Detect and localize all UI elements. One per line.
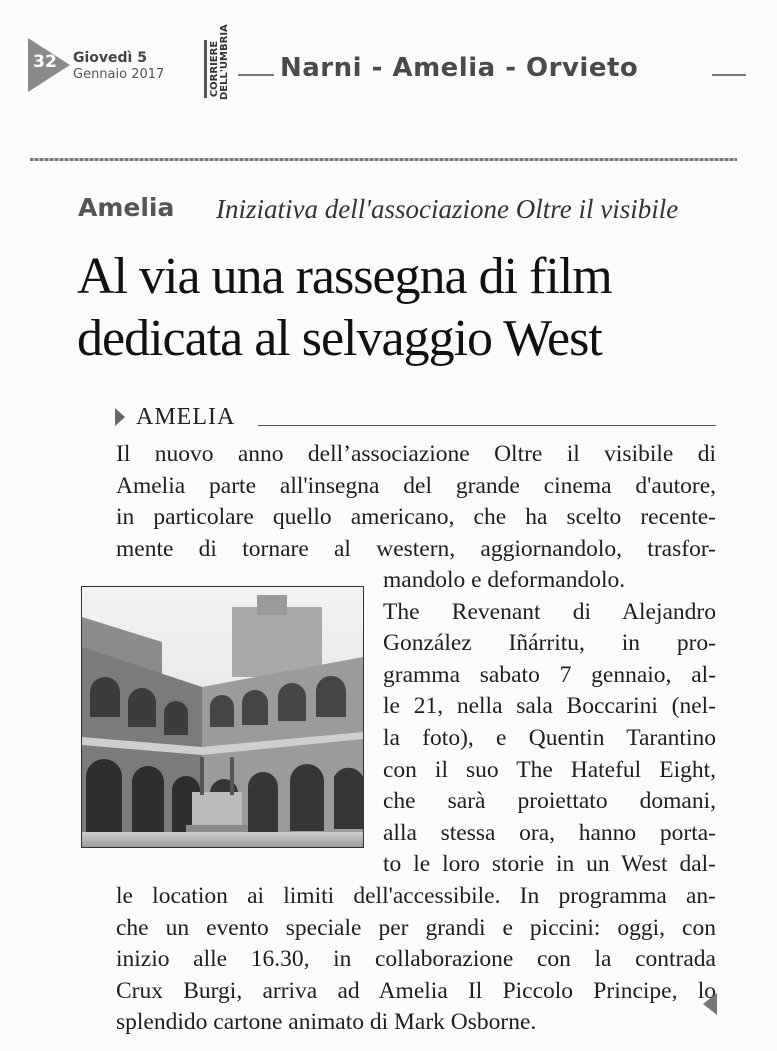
page-number: 32 <box>33 52 57 72</box>
dateline-rule <box>258 425 716 426</box>
body-line: Crux Burgi, arriva ad Amelia Il Piccolo Principe, lo <box>116 977 716 1004</box>
body-line: to le loro storie in un West dal- <box>383 851 716 878</box>
body-line: alla stessa ora, hanno porta- <box>383 819 716 846</box>
issue-date-month-year: Gennaio 2017 <box>73 67 165 82</box>
article-body-top <box>116 439 716 565</box>
article-kicker: Amelia <box>78 193 175 222</box>
body-line: che un evento speciale per grandi e piccini: oggi, con <box>116 914 716 941</box>
article-body-column <box>383 565 716 881</box>
article-subhead: Iniziativa dell'associazione Oltre il visibile <box>216 194 679 224</box>
body-line: González Iñárritu, in pro- <box>383 630 716 657</box>
body-line: splendido cartone animato di Mark Osborne. <box>116 1009 537 1036</box>
body-line: inizio alle 16.30, in collaborazione con la contrada <box>116 946 716 973</box>
body-line: mandolo e deformandolo. <box>383 567 626 593</box>
logo-divider <box>204 40 207 98</box>
logo-line-2: DELL'UMBRIA <box>219 24 230 100</box>
article-headline <box>77 246 767 370</box>
newspaper-logo <box>209 24 230 100</box>
body-line: gramma sabato 7 gennaio, al- <box>383 661 716 688</box>
logo-line-1: CORRIERE <box>209 40 220 98</box>
body-line: in particolare quello americano, che ha scelto recente- <box>116 504 716 531</box>
section-rule-right <box>712 74 746 76</box>
headline-line: dedicata al selvaggio West <box>77 310 602 367</box>
body-line: con il suo The Hateful Eight, <box>383 756 716 783</box>
headline-line: Al via una rassegna di film <box>77 248 612 305</box>
body-line: Amelia parte all'insegna del grande cinema d'autore, <box>116 472 716 499</box>
body-line: che sarà proiettato domani, <box>383 788 716 815</box>
end-of-article-arrow-icon <box>703 993 717 1015</box>
dateline-arrow-icon <box>115 408 125 426</box>
header-rule <box>30 158 737 161</box>
section-title: Narni - Amelia - Orvieto <box>280 53 639 83</box>
body-line: The Revenant di Alejandro <box>383 598 716 625</box>
article-body-bottom <box>116 881 716 1039</box>
body-line: mente di tornare al western, aggiornandolo, trasfor- <box>116 535 716 562</box>
body-line: le location ai limiti dell'accessibile. In programma an- <box>116 883 716 909</box>
article-dateline: AMELIA <box>136 404 236 430</box>
body-line: Il nuovo anno dell’associazione Oltre il visibile di <box>116 441 716 467</box>
cloister-photo-illustration <box>82 587 363 847</box>
body-line: la foto), e Quentin Tarantino <box>383 724 716 751</box>
issue-date-day: Giovedì 5 <box>73 50 147 66</box>
article-photo <box>81 586 364 848</box>
body-line: le 21, nella sala Boccarini (nel- <box>383 693 716 720</box>
section-rule-left <box>238 74 274 76</box>
